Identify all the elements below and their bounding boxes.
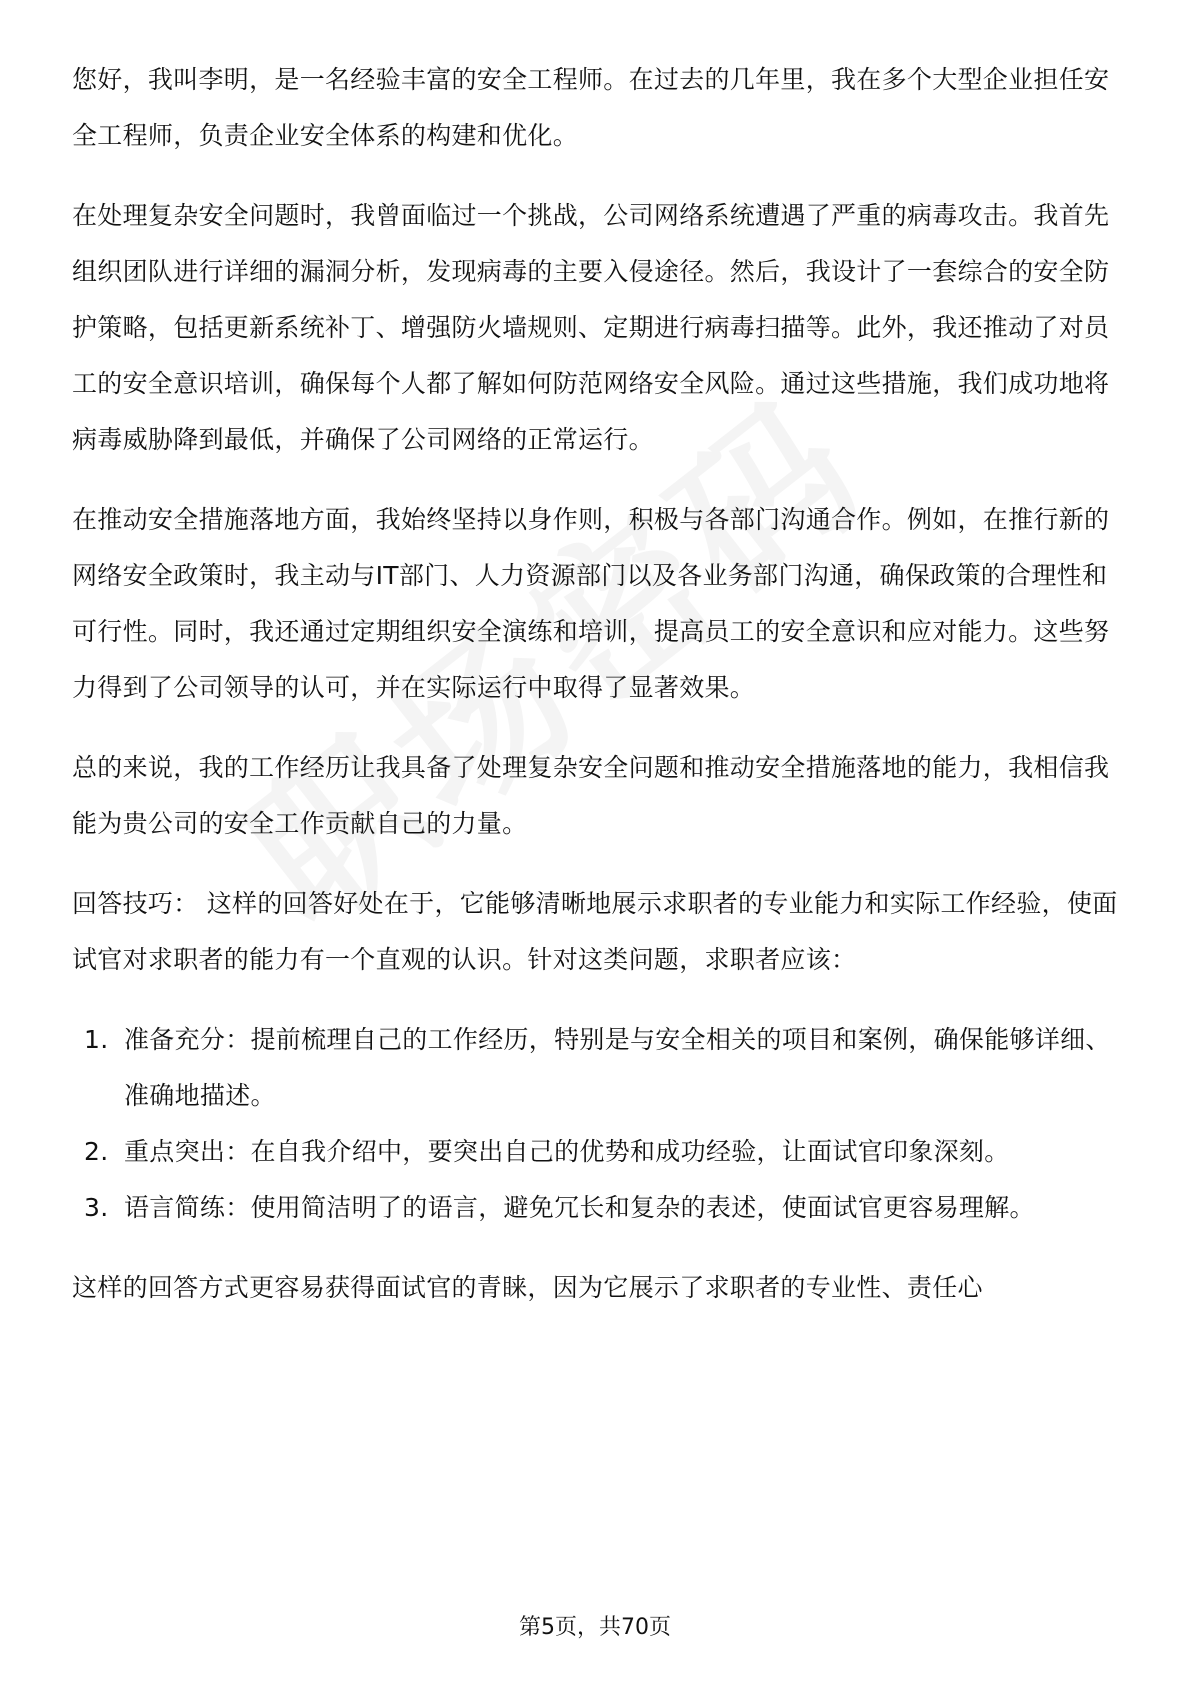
list-item-text: 准备充分：提前梳理自己的工作经历，特别是与安全相关的项目和案例，确保能够详细、准确地描述。	[124, 1025, 1111, 1110]
paragraph-intro: 您好，我叫李明，是一名经验丰富的安全工程师。在过去的几年里，我在多个大型企业担任安全工程师，负责企业安全体系的构建和优化。	[72, 65, 1110, 150]
paragraph-implementation: 在推动安全措施落地方面，我始终坚持以身作则，积极与各部门沟通合作。例如，在推行新的网络安全政策时，我主动与IT部门、人力资源部门以及各业务部门沟通，确保政策的合理性和可行性。同时，我还通过定期组织安全演练和培训，提高员工的安全意识和应对能力。这些努力得到了公司领导的认可，并在实际运行中取得了显著效果。	[72, 505, 1110, 702]
list-item	[72, 1180, 1118, 1236]
paragraph-closing: 这样的回答方式更容易获得面试官的青睐，因为它展示了求职者的专业性、责任心	[72, 1273, 983, 1302]
list-item	[72, 1012, 1118, 1124]
paragraph-summary: 总的来说，我的工作经历让我具备了处理复杂安全问题和推动安全措施落地的能力，我相信我能为贵公司的安全工作贡献自己的力量。	[72, 753, 1110, 838]
page-footer: 第5页，共70页	[519, 1615, 671, 1640]
list-number: 1.	[84, 1025, 109, 1054]
list-number: 2.	[84, 1137, 109, 1166]
list-item-text: 语言简练：使用简洁明了的语言，避免冗长和复杂的表述，使面试官更容易理解。	[124, 1193, 1035, 1222]
paragraph-challenge: 在处理复杂安全问题时，我曾面临过一个挑战，公司网络系统遭遇了严重的病毒攻击。我首先组织团队进行详细的漏洞分析，发现病毒的主要入侵途径。然后，我设计了一套综合的安全防护策略，包括更新系统补丁、增强防火墙规则、定期进行病毒扫描等。此外，我还推动了对员工的安全意识培训，确保每个人都了解如何防范网络安全风险。通过这些措施，我们成功地将病毒威胁降到最低，并确保了公司网络的正常运行。	[72, 201, 1110, 454]
document-body	[72, 52, 1118, 1340]
paragraph-tips-intro: 回答技巧： 这样的回答好处在于，它能够清晰地展示求职者的专业能力和实际工作经验，使面试官对求职者的能力有一个直观的认识。针对这类问题，求职者应该：	[72, 889, 1118, 974]
list-item	[72, 1124, 1118, 1180]
tips-list	[72, 1012, 1118, 1236]
list-number: 3.	[84, 1193, 109, 1222]
list-item-text: 重点突出：在自我介绍中，要突出自己的优势和成功经验，让面试官印象深刻。	[124, 1137, 1010, 1166]
